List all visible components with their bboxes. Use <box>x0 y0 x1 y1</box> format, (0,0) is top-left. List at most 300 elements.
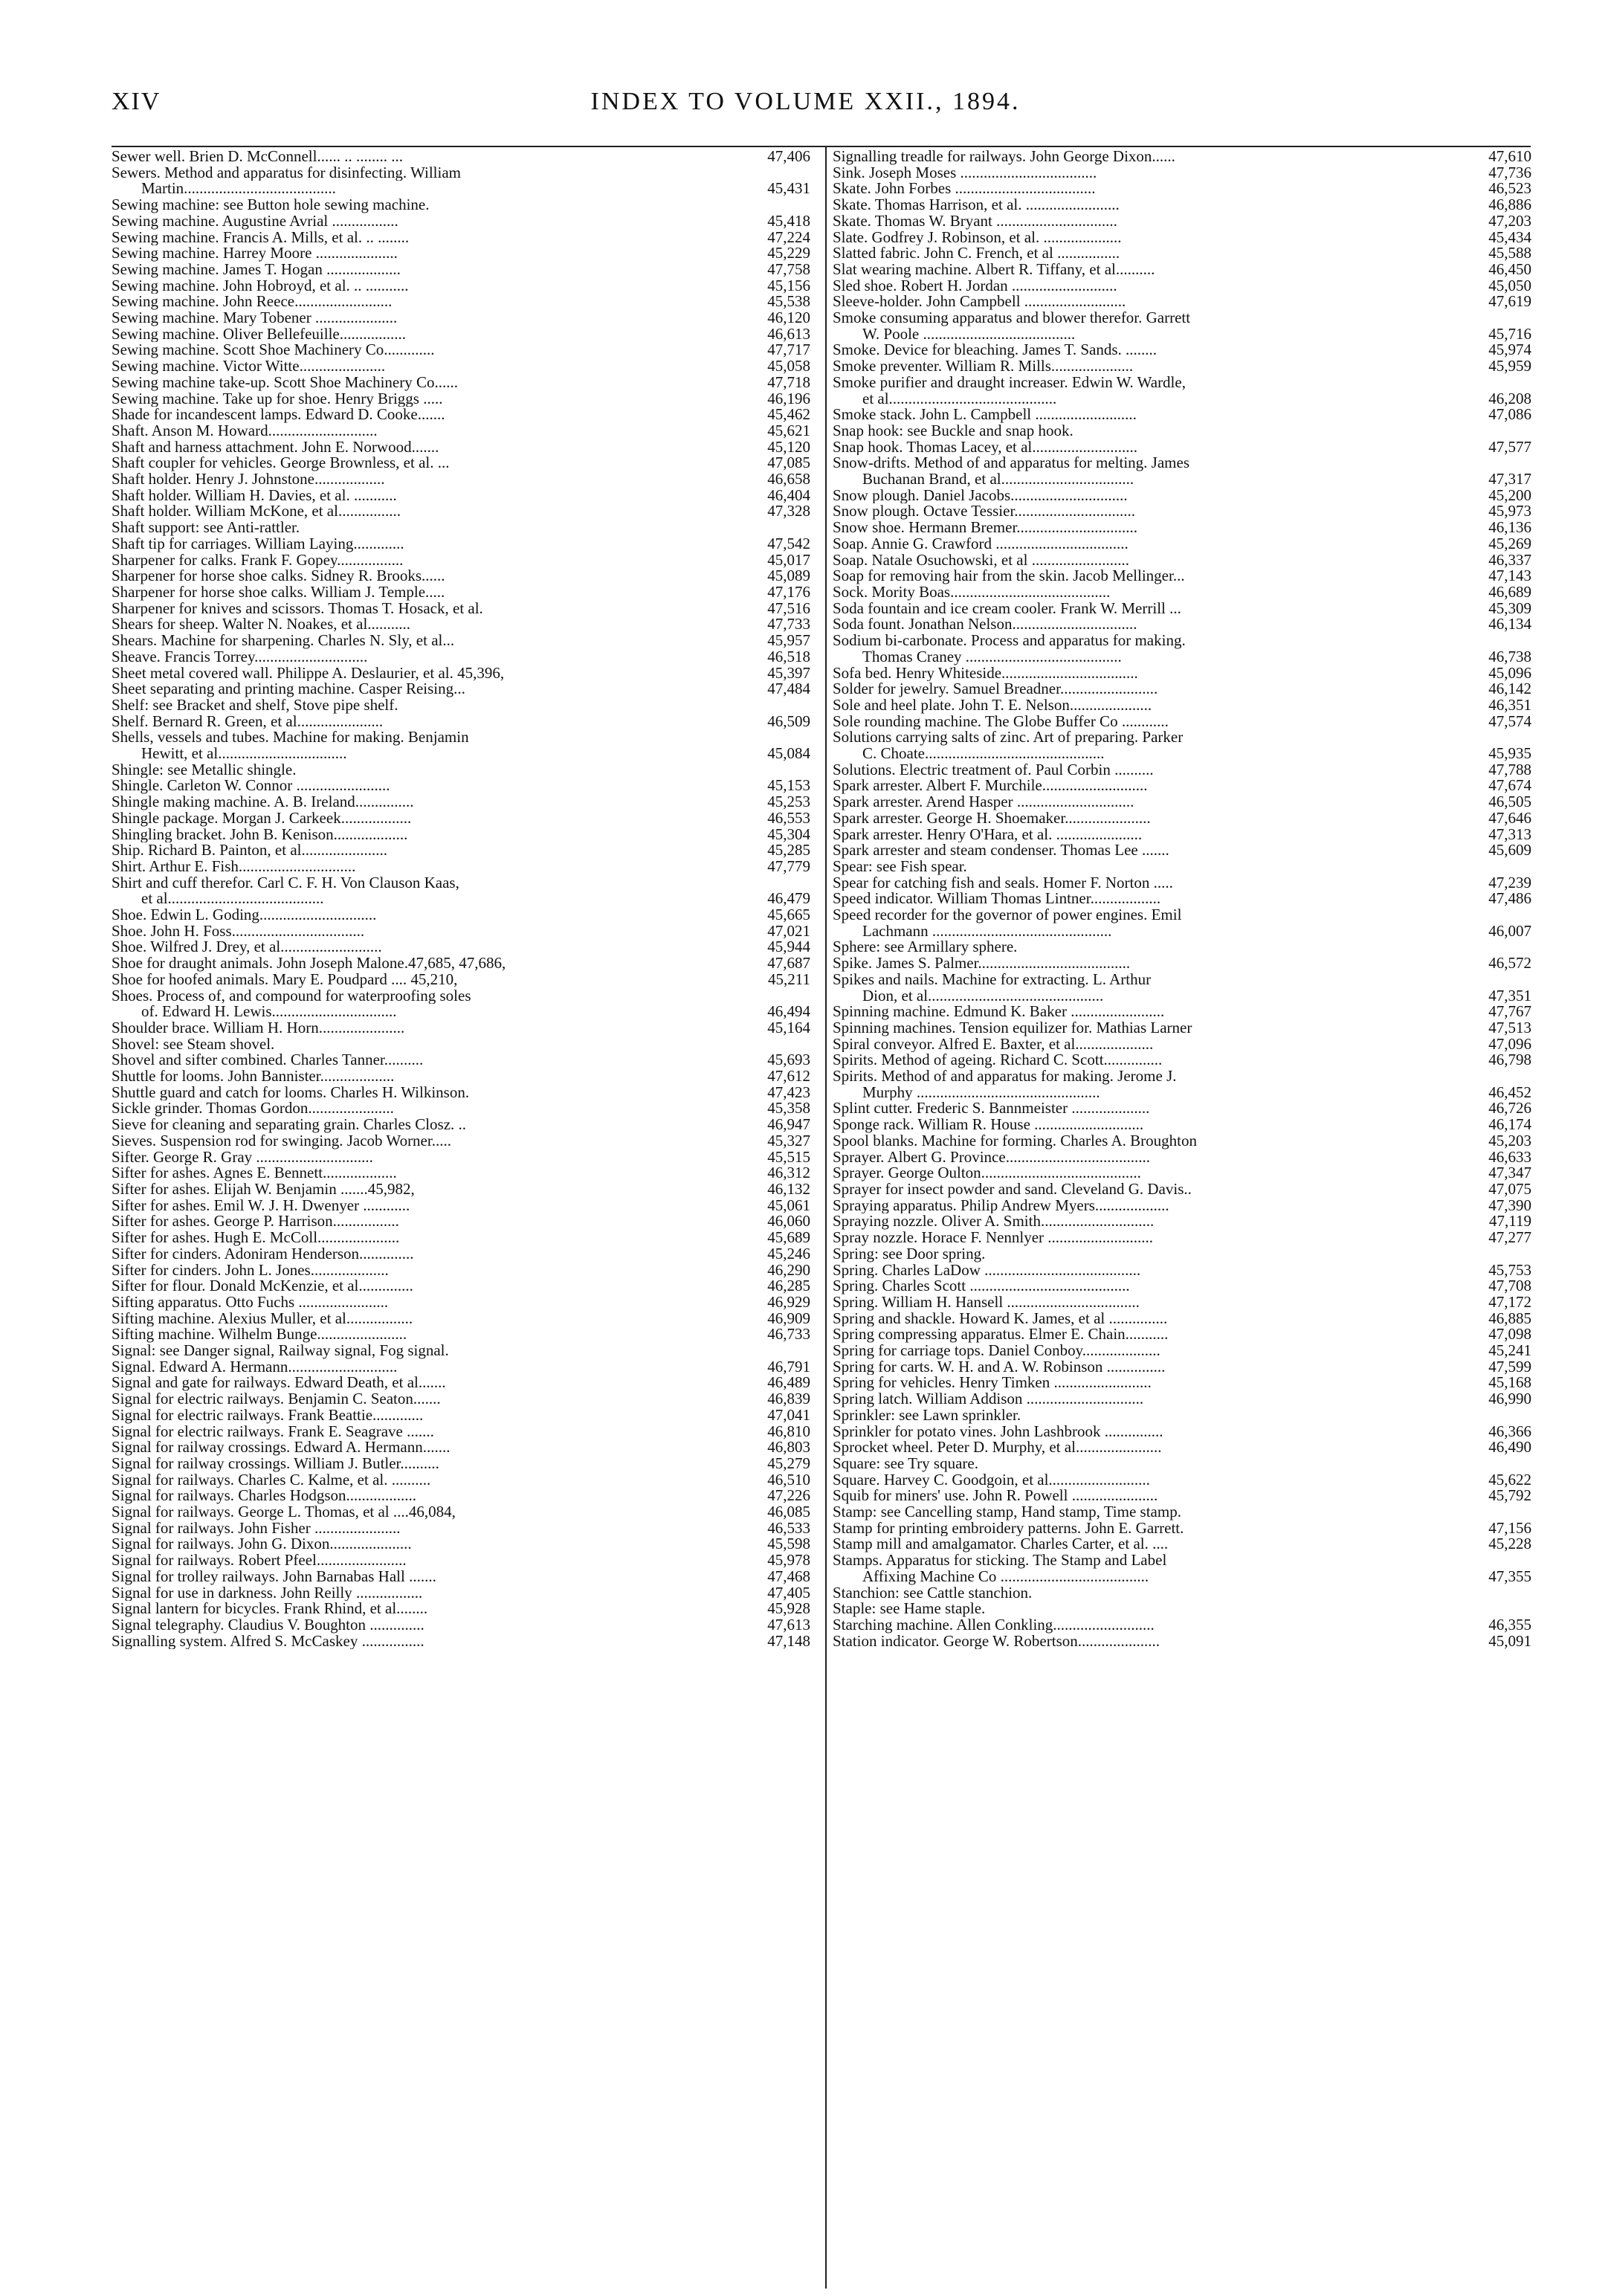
patent-number: 45,418 <box>767 211 810 230</box>
entry-text: Hewitt, et al................................. <box>141 746 347 762</box>
entry-text: Squib for miners' use. John R. Powell ...................... <box>833 1488 1158 1505</box>
entry-text: Sprayer. George Oulton......................................... <box>833 1165 1141 1181</box>
patent-number: 45,246 <box>767 1244 810 1263</box>
index-entry <box>112 1456 810 1472</box>
entry-text: Shingle making machine. A. B. Ireland............... <box>112 794 414 810</box>
index-entry <box>833 746 1531 762</box>
index-entry <box>112 1117 810 1133</box>
index-entry <box>833 197 1531 213</box>
patent-number: 47,767 <box>1488 1002 1531 1021</box>
entry-text: Snow plough. Octave Tessier............................... <box>833 503 1136 520</box>
index-entry <box>112 681 810 697</box>
entry-text: Shirt. Arthur E. Fish.............................. <box>112 858 356 875</box>
entry-text: Shaft and harness attachment. John E. Norwood....... <box>112 439 439 456</box>
patent-number: 46,885 <box>1488 1309 1531 1327</box>
index-entry <box>112 1100 810 1117</box>
patent-number: 46,404 <box>767 486 810 504</box>
index-entry <box>112 1472 810 1489</box>
entry-text: Signal: see Danger signal, Railway signal, Fog signal. <box>112 1343 449 1359</box>
entry-text: C. Choate.............................................. <box>862 746 1105 762</box>
entry-text: Spring latch. William Addison .............................. <box>833 1391 1144 1407</box>
entry-text: Spring: see Door spring. <box>833 1245 986 1263</box>
patent-number: 45,156 <box>767 276 810 294</box>
patent-number: 45,959 <box>1488 357 1531 375</box>
entry-text: Signal for railways. George L. Thomas, et al ....46,084, <box>112 1504 456 1521</box>
index-column-right <box>833 149 1531 2283</box>
entry-text: Spraying nozzle. Oliver A. Smith............................. <box>833 1213 1155 1231</box>
patent-number: 47,613 <box>767 1615 810 1634</box>
entry-text: Sewing machine. Take up for shoe. Henry Briggs ..... <box>112 390 443 407</box>
entry-text: Solutions. Electric treatment of. Paul Corbin .......... <box>833 761 1154 778</box>
patent-number: 47,717 <box>767 341 810 359</box>
patent-number: 46,132 <box>767 1180 810 1198</box>
patent-number: 45,944 <box>767 938 810 956</box>
index-entry <box>833 455 1531 471</box>
entry-text: Shingle package. Morgan J. Carkeek.................. <box>112 810 412 827</box>
patent-number: 45,096 <box>1488 663 1531 682</box>
entry-text: Solutions carrying salts of zinc. Art of preparing. Parker <box>833 729 1184 746</box>
entry-text: Martin....................................... <box>141 181 336 198</box>
entry-text: Shovel: see Steam shovel. <box>112 1036 275 1053</box>
patent-number: 46,929 <box>767 1292 810 1311</box>
index-entry <box>833 1198 1531 1214</box>
index-entry <box>112 1359 810 1376</box>
patent-number: 45,792 <box>1488 1486 1531 1505</box>
index-entry <box>112 1085 810 1101</box>
index-entry <box>833 488 1531 504</box>
index-entry <box>112 230 810 246</box>
index-entry <box>112 149 810 165</box>
entry-text: Spray nozzle. Horace F. Nennlyer ........................... <box>833 1230 1154 1246</box>
entry-text: Sharpener for horse shoe calks. William J. Temple..... <box>112 584 445 601</box>
patent-number: 47,317 <box>1488 470 1531 488</box>
patent-number: 46,489 <box>767 1373 810 1392</box>
patent-number: 45,978 <box>767 1551 810 1570</box>
index-entry <box>833 423 1531 439</box>
entry-text: Signal lantern for bicycles. Frank Rhind, et al........ <box>112 1601 428 1617</box>
patent-number: 47,708 <box>1488 1277 1531 1295</box>
index-entry <box>112 907 810 923</box>
entry-text: Sharpener for calks. Frank F. Gopey................. <box>112 552 404 569</box>
patent-number: 45,304 <box>767 825 810 843</box>
entry-text: Snow plough. Daniel Jacobs.............................. <box>833 487 1128 504</box>
patent-number: 45,309 <box>1488 599 1531 617</box>
index-entry <box>112 1149 810 1166</box>
index-entry <box>833 407 1531 423</box>
patent-number: 47,405 <box>767 1583 810 1602</box>
index-entry <box>833 616 1531 633</box>
index-entry <box>833 972 1531 988</box>
index-entry <box>112 1631 810 1650</box>
index-entry <box>112 407 810 423</box>
entry-text: Smoke purifier and draught increaser. Edwin W. Wardle, <box>833 374 1186 391</box>
index-entry <box>112 746 810 762</box>
entry-text: Soap. Natale Osuchowski, et al ......................... <box>833 552 1129 569</box>
patent-number: 47,718 <box>767 373 810 391</box>
index-entry <box>112 1198 810 1214</box>
index-entry <box>112 197 810 213</box>
entry-text: Stamps. Apparatus for sticking. The Stamp and Label <box>833 1552 1167 1569</box>
index-entry <box>833 375 1531 391</box>
index-entry <box>833 358 1531 375</box>
patent-number: 46,990 <box>1488 1390 1531 1408</box>
index-entry <box>112 536 810 552</box>
index-entry <box>833 1617 1531 1634</box>
patent-number: 47,176 <box>767 582 810 601</box>
entry-text: Shelf: see Bracket and shelf, Stove pipe shelf. <box>112 697 398 714</box>
index-entry <box>833 342 1531 358</box>
patent-number: 45,153 <box>767 776 810 795</box>
entry-text: Smoke stack. John L. Campbell .......................... <box>833 407 1137 423</box>
index-entry <box>112 375 810 391</box>
entry-text: Shoe for draught animals. John Joseph Malone.47,685, 47,686, <box>112 955 506 972</box>
patent-number: 46,450 <box>1488 259 1531 278</box>
index-entry <box>833 859 1531 875</box>
entry-text: Sewing machine. Harrey Moore ..................... <box>112 245 398 262</box>
entry-text: Sifter for flour. Donald McKenzie, et al.............. <box>112 1278 413 1294</box>
index-entry <box>833 259 1531 278</box>
entry-text: Sole rounding machine. The Globe Buffer Co ............ <box>833 713 1169 730</box>
index-entry <box>112 552 810 569</box>
patent-number: 47,674 <box>1488 776 1531 795</box>
patent-number: 45,928 <box>767 1599 810 1618</box>
entry-text: Sewing machine. Augustine Avrial ................. <box>112 213 398 230</box>
patent-number: 47,619 <box>1488 292 1531 311</box>
patent-number: 45,588 <box>1488 244 1531 262</box>
entry-text: Sewing machine. Francis A. Mills, et al. .. ........ <box>112 229 410 246</box>
patent-number: 46,726 <box>1488 1099 1531 1118</box>
patent-number: 47,143 <box>1488 567 1531 585</box>
entry-text: Sofa bed. Henry Whiteside................................... <box>833 665 1138 682</box>
index-entry <box>112 729 810 746</box>
entry-text: Sifter for ashes. Elijah W. Benjamin .......45,982, <box>112 1181 415 1198</box>
entry-text: Spark arrester. George H. Shoemaker...................... <box>833 810 1151 827</box>
patent-number: 46,810 <box>767 1422 810 1440</box>
patent-number: 47,577 <box>1488 437 1531 456</box>
entry-text: Sewing machine. John Hobroyd, et al. .. ........... <box>112 277 409 294</box>
entry-text: Skate. John Forbes .................................... <box>833 181 1096 198</box>
entry-text: Sickle grinder. Thomas Gordon...................... <box>112 1100 394 1118</box>
index-entry <box>833 1036 1531 1053</box>
index-entry <box>112 810 810 827</box>
patent-number: 45,061 <box>767 1196 810 1214</box>
patent-number: 45,241 <box>1488 1341 1531 1360</box>
index-entry <box>833 1068 1531 1085</box>
patent-number: 45,689 <box>767 1228 810 1247</box>
index-entry <box>833 1536 1531 1552</box>
index-entry <box>112 923 810 940</box>
patent-number: 47,484 <box>767 680 810 698</box>
patent-number: 47,224 <box>767 228 810 246</box>
index-entry <box>112 1536 810 1552</box>
patent-number: 46,142 <box>1488 680 1531 698</box>
entry-text: Shaft holder. Henry J. Johnstone.................. <box>112 471 385 488</box>
index-entry <box>112 1407 810 1424</box>
index-entry <box>833 1359 1531 1376</box>
index-entry <box>833 568 1531 584</box>
index-entry <box>112 358 810 375</box>
patent-number: 46,791 <box>767 1357 810 1376</box>
entry-text: Shade for incandescent lamps. Edward D. Cooke....... <box>112 407 445 423</box>
index-entry <box>833 633 1531 649</box>
entry-text: Stamp for printing embroidery patterns. John E. Garrett. <box>833 1520 1184 1537</box>
entry-text: Sifter. George R. Gray .............................. <box>112 1149 373 1166</box>
index-entry <box>833 181 1531 197</box>
index-entry <box>112 1294 810 1311</box>
patent-number: 46,085 <box>767 1503 810 1521</box>
index-entry <box>112 423 810 439</box>
patent-number: 47,203 <box>1488 211 1531 230</box>
patent-number: 47,513 <box>1488 1018 1531 1036</box>
entry-text: Sewing machine. Scott Shoe Machinery Co............. <box>112 342 435 359</box>
patent-number: 45,091 <box>1488 1631 1531 1650</box>
index-entry <box>833 891 1531 907</box>
entry-text: Sifting apparatus. Otto Fuchs ....................... <box>112 1294 389 1311</box>
entry-text: Sifting machine. Alexius Muller, et al................. <box>112 1310 413 1327</box>
entry-text: Spinning machines. Tension equilizer for. Mathias Larner <box>833 1019 1192 1036</box>
patent-number: 47,542 <box>767 534 810 552</box>
index-entry <box>112 391 810 407</box>
entry-text: Buchanan Brand, et al.................................. <box>862 471 1134 488</box>
index-entry <box>833 729 1531 746</box>
entry-text: Shingle. Carleton W. Connor ........................ <box>112 778 390 795</box>
index-entry <box>833 1117 1531 1133</box>
index-entry <box>833 955 1531 972</box>
index-entry <box>833 213 1531 230</box>
index-entry <box>833 245 1531 262</box>
index-entry <box>833 939 1531 955</box>
patent-number: 46,803 <box>767 1438 810 1457</box>
entry-text: Slat wearing machine. Albert R. Tiffany, et al.......... <box>833 261 1155 278</box>
entry-text: Signal for trolley railways. John Barnabas Hall ....... <box>112 1568 436 1585</box>
index-entry <box>112 165 810 181</box>
entry-text: Signalling system. Alfred S. McCaskey ................ <box>112 1633 424 1650</box>
entry-text: Signal for use in darkness. John Reilly ................. <box>112 1584 423 1602</box>
entry-text: Sewing machine. James T. Hogan ................... <box>112 261 401 278</box>
index-entry <box>833 1085 1531 1101</box>
index-entry <box>112 649 810 665</box>
index-entry <box>833 1569 1531 1585</box>
patent-number: 45,211 <box>768 970 810 988</box>
index-entry <box>112 1260 810 1279</box>
entry-text: Shoe for hoofed animals. Mary E. Poudpard .... 45,210, <box>112 971 458 988</box>
entry-text: Spark arrester. Albert F. Murchile........................... <box>833 778 1148 795</box>
entry-text: Shaft holder. William McKone, et al................ <box>112 503 401 520</box>
entry-text: Sprayer for insect powder and sand. Cleveland G. Davis.. <box>833 1181 1192 1198</box>
entry-text: of. Edward H. Lewis................................ <box>141 1004 397 1020</box>
index-entry <box>112 939 810 955</box>
index-entry <box>112 1036 810 1053</box>
entry-text: Sewing machine. Mary Tobener ..................... <box>112 310 398 326</box>
entry-text: Spirits. Method of and apparatus for making. Jerome J. <box>833 1068 1177 1085</box>
patent-number: 45,665 <box>767 906 810 924</box>
index-entry <box>833 1601 1531 1617</box>
index-entry <box>833 714 1531 730</box>
entry-text: Sifter for cinders. Adoniram Henderson.............. <box>112 1245 414 1263</box>
entry-text: Soda fountain and ice cream cooler. Frank W. Merrill ... <box>833 600 1181 617</box>
entry-text: Signal for railways. Charles Hodgson.................. <box>112 1488 417 1505</box>
patent-number: 46,355 <box>1488 1615 1531 1634</box>
patent-number: 46,351 <box>1488 695 1531 714</box>
index-entry <box>112 616 810 633</box>
index-entry <box>112 326 810 343</box>
index-entry <box>833 1585 1531 1602</box>
patent-number: 45,538 <box>767 292 810 311</box>
patent-number: 47,021 <box>767 921 810 940</box>
entry-text: Skate. Thomas Harrison, et al. ........................ <box>833 197 1120 213</box>
index-entry <box>833 1260 1531 1279</box>
index-entry <box>833 907 1531 923</box>
entry-text: Murphy ............................................... <box>862 1084 1100 1101</box>
patent-number: 47,239 <box>1488 873 1531 891</box>
index-entry <box>833 230 1531 246</box>
entry-text: Skate. Thomas W. Bryant ............................... <box>833 213 1117 230</box>
index-entry <box>833 1181 1531 1198</box>
entry-text: Shingle: see Metallic shingle. <box>112 761 297 778</box>
index-entry <box>833 584 1531 601</box>
entry-text: Sewing machine take-up. Scott Shoe Machinery Co...... <box>112 374 458 391</box>
entry-text: Shelf. Bernard R. Green, et al...................... <box>112 713 384 730</box>
entry-text: Shoe. Edwin L. Goding.............................. <box>112 907 377 923</box>
index-entry <box>833 149 1531 165</box>
page-title: INDEX TO VOLUME XXII., 1894. <box>590 88 1021 115</box>
patent-number: 47,148 <box>767 1631 810 1650</box>
patent-number: 47,599 <box>1488 1357 1531 1376</box>
patent-number: 47,736 <box>1488 163 1531 181</box>
patent-number: 45,327 <box>767 1131 810 1149</box>
patent-number: 46,290 <box>767 1260 810 1279</box>
index-entry <box>833 278 1531 294</box>
patent-number: 46,553 <box>767 808 810 827</box>
entry-text: Spraying apparatus. Philip Andrew Myers................... <box>833 1197 1169 1214</box>
index-entry <box>833 1004 1531 1020</box>
entry-text: W. Poole ....................................... <box>862 326 1076 343</box>
patent-number: 46,886 <box>1488 196 1531 214</box>
entry-text: Smoke preventer. William R. Mills..................... <box>833 358 1134 375</box>
entry-text: Sprinkler: see Lawn sprinkler. <box>833 1407 1021 1424</box>
patent-number: 47,733 <box>767 615 810 633</box>
entry-text: Stamp: see Cancelling stamp, Hand stamp, Time stamp. <box>833 1504 1181 1521</box>
index-entry <box>833 1424 1531 1440</box>
entry-text: Spring. Charles Scott ......................................... <box>833 1278 1130 1294</box>
index-entry <box>112 213 810 230</box>
index-entry <box>112 568 810 584</box>
index-entry <box>833 810 1531 827</box>
patent-number: 45,084 <box>767 744 810 763</box>
patent-number: 47,788 <box>1488 760 1531 778</box>
patent-number: 46,509 <box>767 712 810 730</box>
patent-number: 46,689 <box>1488 582 1531 601</box>
patent-number: 45,621 <box>767 421 810 439</box>
index-entry <box>112 1617 810 1634</box>
entry-text: Sewing machine. John Reece......................... <box>112 294 393 311</box>
patent-number: 47,612 <box>767 1067 810 1086</box>
entry-text: Sole and heel plate. John T. E. Nelson..................... <box>833 697 1152 714</box>
entry-text: Shaft support: see Anti-rattler. <box>112 520 300 536</box>
entry-text: Sifter for ashes. Emil W. J. H. Dwenyer ............ <box>112 1197 410 1214</box>
entry-text: Sifter for ashes. George P. Harrison................. <box>112 1213 399 1231</box>
patent-number: 47,687 <box>767 954 810 973</box>
patent-number: 46,120 <box>767 309 810 327</box>
entry-text: Sifter for ashes. Hugh E. McColl..................... <box>112 1230 400 1246</box>
patent-number: 45,462 <box>767 405 810 424</box>
index-entry <box>112 1230 810 1246</box>
patent-number: 45,716 <box>1488 324 1531 343</box>
index-entry <box>112 1052 810 1068</box>
entry-text: Signal. Edward A. Hermann............................ <box>112 1358 398 1376</box>
index-column-left <box>112 149 810 2283</box>
index-entry <box>833 762 1531 778</box>
index-entry <box>112 1133 810 1149</box>
patent-number: 45,168 <box>1488 1373 1531 1392</box>
entry-text: Splint cutter. Frederic S. Bannmeister .................... <box>833 1100 1150 1118</box>
index-entry <box>833 1488 1531 1504</box>
entry-text: Sharpener for knives and scissors. Thomas T. Hosack, et al. <box>112 600 483 617</box>
header-rule <box>112 146 1531 147</box>
entry-text: Slatted fabric. John C. French, et al ................ <box>833 245 1120 262</box>
patent-number: 46,909 <box>767 1309 810 1327</box>
index-entry <box>833 310 1531 326</box>
patent-number: 47,758 <box>767 259 810 278</box>
index-entry <box>112 1004 810 1020</box>
patent-number: 45,358 <box>767 1099 810 1118</box>
entry-text: Sheet metal covered wall. Philippe A. Deslaurier, et al. 45,396, <box>112 665 505 682</box>
entry-text: Spear for catching fish and seals. Homer F. Norton ..... <box>833 874 1173 891</box>
entry-text: Sodium bi-carbonate. Process and apparatus for making. <box>833 633 1186 649</box>
index-entry <box>833 1294 1531 1311</box>
entry-text: Stamp mill and amalgamator. Charles Carter, et al. .... <box>833 1536 1169 1553</box>
index-entry <box>833 1230 1531 1246</box>
patent-number: 46,510 <box>767 1470 810 1489</box>
patent-number: 46,494 <box>767 1002 810 1021</box>
patent-number: 46,366 <box>1488 1422 1531 1440</box>
patent-number: 45,058 <box>767 357 810 375</box>
entry-text: Sock. Mority Boas......................................... <box>833 584 1111 601</box>
index-entry <box>112 584 810 601</box>
patent-number: 46,174 <box>1488 1115 1531 1134</box>
entry-text: Signal for electric railways. Frank Beattie............. <box>112 1407 424 1424</box>
patent-number: 46,523 <box>1488 179 1531 198</box>
entry-text: Spring and shackle. Howard K. James, et al ............... <box>833 1310 1168 1327</box>
patent-number: 47,646 <box>1488 808 1531 827</box>
entry-text: Speed recorder for the governor of power engines. Emil <box>833 907 1182 923</box>
index-entry <box>112 891 810 907</box>
patent-number: 46,505 <box>1488 793 1531 811</box>
entry-text: Sprayer. Albert G. Province..................................... <box>833 1149 1150 1166</box>
index-entry <box>833 1100 1531 1117</box>
index-entry <box>112 488 810 504</box>
entry-text: Spring for carts. W. H. and A. W. Robinson ............... <box>833 1358 1166 1376</box>
index-entry <box>112 1424 810 1440</box>
index-entry <box>833 165 1531 181</box>
index-entry <box>112 859 810 875</box>
entry-text: Snap hook. Thomas Lacey, et al........................... <box>833 439 1138 456</box>
patent-number: 45,753 <box>1488 1260 1531 1279</box>
entry-text: Spike. James S. Palmer....................................... <box>833 955 1131 972</box>
patent-number: 46,798 <box>1488 1051 1531 1069</box>
entry-text: Sewing machine. Victor Witte...................... <box>112 358 386 375</box>
patent-number: 46,738 <box>1488 647 1531 665</box>
index-entry <box>112 1343 810 1359</box>
patent-number: 45,609 <box>1488 841 1531 860</box>
entry-text: Shoes. Process of, and compound for waterproofing soles <box>112 987 471 1004</box>
patent-number: 47,390 <box>1488 1196 1531 1214</box>
index-entry <box>112 1068 810 1085</box>
entry-text: Signalling treadle for railways. John George Dixon...... <box>833 149 1175 165</box>
patent-number: 46,060 <box>767 1212 810 1231</box>
patent-number: 46,658 <box>767 470 810 488</box>
entry-text: Thomas Craney ........................................ <box>862 648 1122 665</box>
